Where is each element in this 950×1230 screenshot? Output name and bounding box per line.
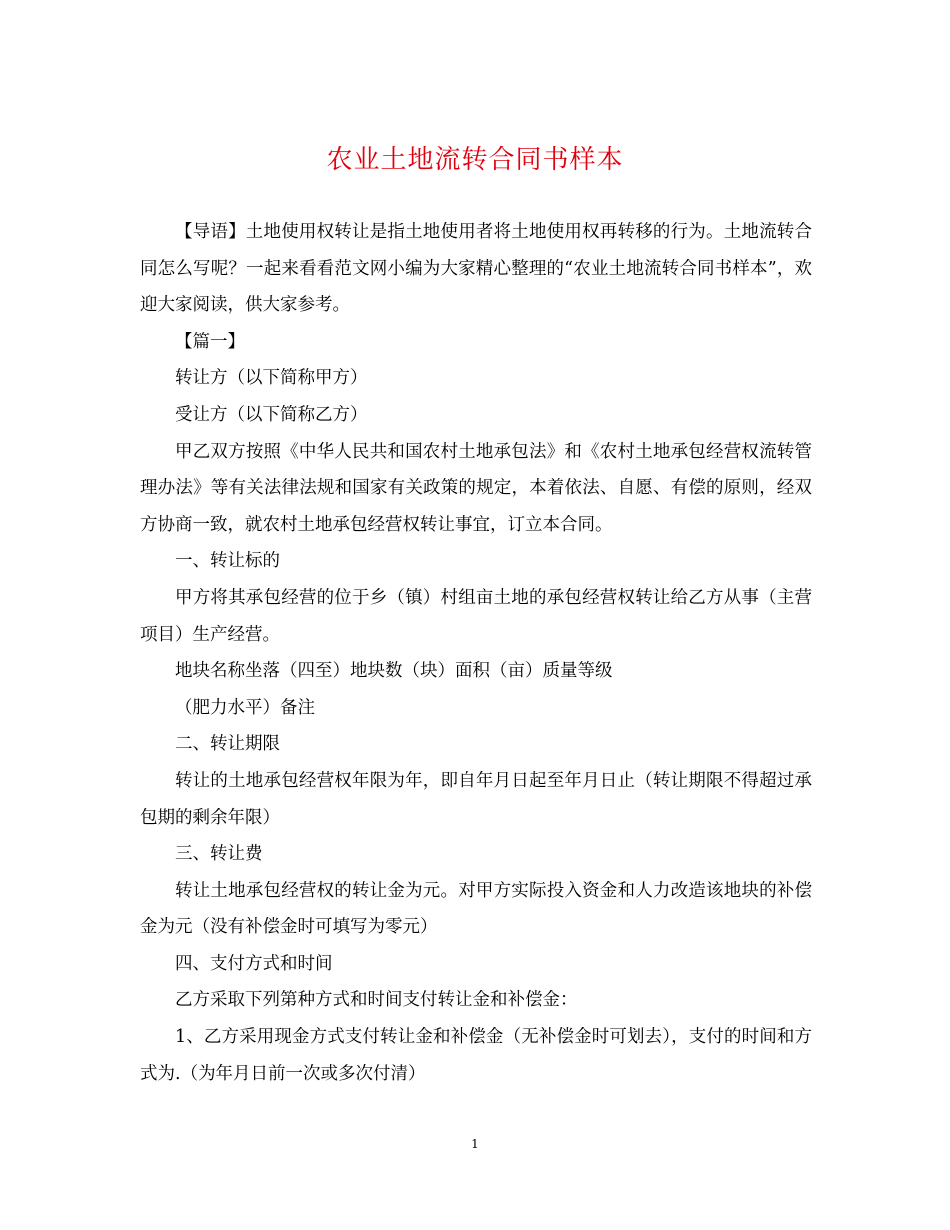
clause-body-payment-intro: 乙方采取下列第种方式和时间支付转让金和补偿金： [175,990,578,1011]
clause-body-payment-option-1: 1、乙方采用现金方式支付转让金和补偿金（无补偿金时可划去），支付的时间和方式为.（为年月日前一次或多次付清） [140,1027,812,1084]
section-heading-part-one: 【篇一】 [175,331,245,352]
transferor-line: 转让方（以下简称甲方） [175,368,368,389]
clause-heading-fee: 三、转让费 [175,844,263,865]
preamble-paragraph: 甲乙双方按照《中华人民共和国农村土地承包法》和《农村土地承包经营权流转管理办法》等有关法律法规和国家有关政策的规定，本着依法、自愿、有偿的原则，经双方协商一致，就农村土地承包经营权转让事宜，订立本合同。 [140,441,812,535]
clause-heading-term: 二、转让期限 [175,734,280,755]
intro-paragraph: 【导语】土地使用权转让是指土地使用者将土地使用权再转移的行为。土地流转合同怎么写呢？一起来看看范文网小编为大家精心整理的“农业土地流转合同书样本”，欢迎大家阅读，供大家参考。 [140,222,812,316]
page-number: 1 [471,1137,479,1151]
clause-body-subject: 甲方将其承包经营的位于乡（镇）村组亩土地的承包经营权转让给乙方从事（主营项目）生产经营。 [140,587,812,645]
clause-body-fee: 转让土地承包经营权的转让金为元。对甲方实际投入资金和人力改造该地块的补偿金为元（没有补偿金时可填写为零元） [140,880,812,938]
document-body [140,214,812,1092]
document-title: 农业土地流转合同书样本 [326,145,624,175]
plot-fields-line-continued: （肥力水平）备注 [175,697,315,718]
clause-heading-subject: 一、转让标的 [175,551,280,572]
transferee-line: 受让方（以下简称乙方） [175,404,368,425]
clause-body-term: 转让的土地承包经营权年限为年，即自年月日起至年月日止（转让期限不得超过承包期的剩余年限） [140,770,812,828]
clause-heading-payment: 四、支付方式和时间 [175,953,333,974]
plot-fields-line: 地块名称坐落（四至）地块数（块）面积（亩）质量等级 [175,661,613,682]
